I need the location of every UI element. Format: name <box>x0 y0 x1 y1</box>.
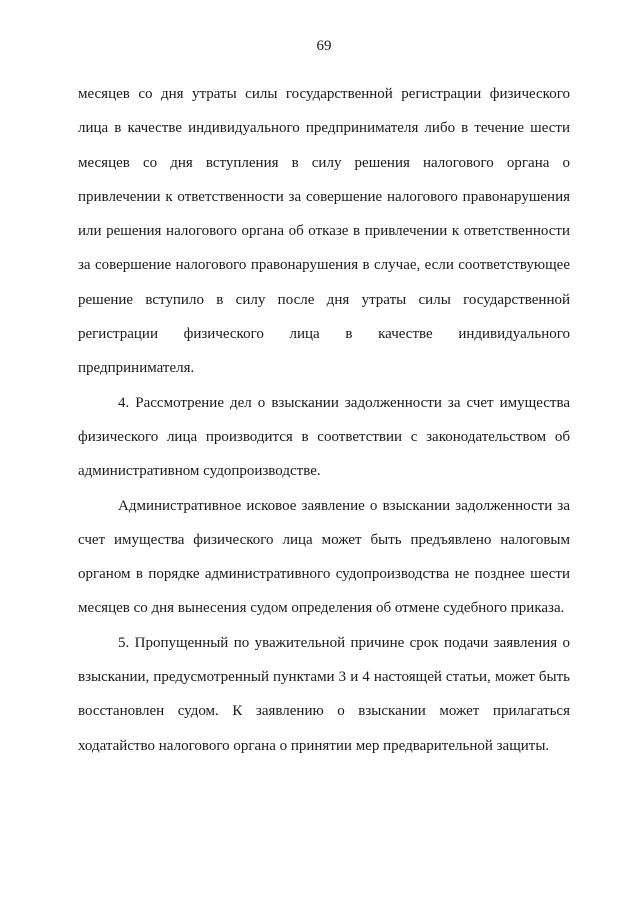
page-number: 69 <box>316 38 332 54</box>
paragraph-admin-claim: Административное исковое заявление о взыскании задолженности за счет имущества физического лица может быть предъявлено налоговым органом в порядке административного судопроизводства не позднее шести месяцев со дня вынесения судом определения об отмене судебного приказа. <box>78 497 570 617</box>
paragraph-item-5: 5. Пропущенный по уважительной причине срок подачи заявления о взыскании, предусмотренный пунктами 3 и 4 настоящей статьи, может быть восстановлен судом. К заявлению о взыскании может прилагаться ходатайство налогового органа о принятии мер предварительной защиты. <box>78 634 570 754</box>
paragraph-continuation: месяцев со дня утраты силы государственной регистрации физического лица в качестве индивидуального предпринимателя либо в течение шести месяцев со дня вступления в силу решения налогового органа о привлечении к ответственности за совершение налогового правонарушения или решения налогового органа об отказе в привлечении к ответственности за совершение налогового правонарушения в случае, если соответствующее решение вступило в силу после дня утраты силы государственной регистрации физического лица в качестве индивидуального предпринимателя. <box>78 86 570 377</box>
paragraph-item-4: 4. Рассмотрение дел о взыскании задолженности за счет имущества физического лица производится в соответствии с законодательством об административном судопроизводстве. <box>78 394 570 480</box>
